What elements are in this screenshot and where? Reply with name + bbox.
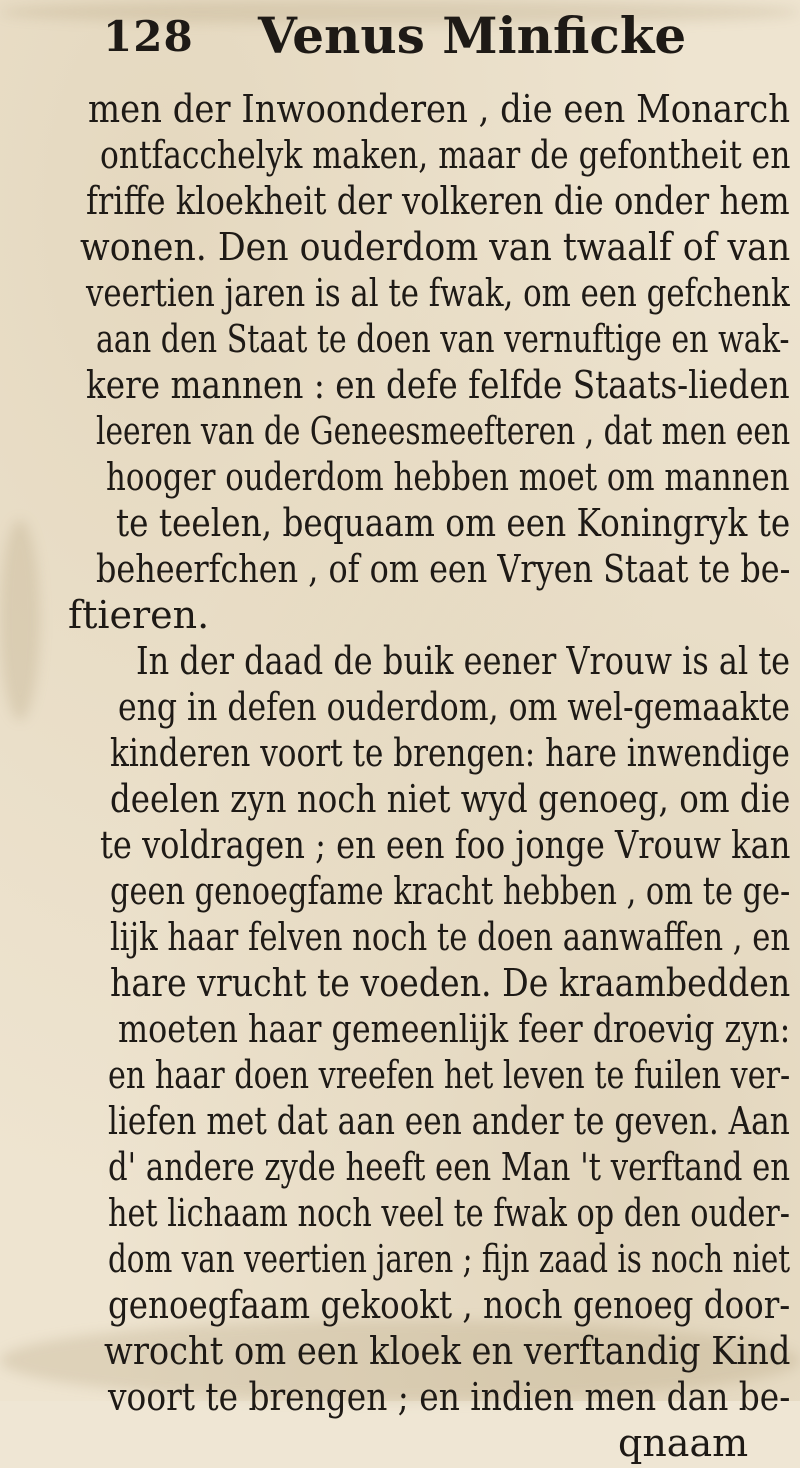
text-line: wrocht om een kloek en verftandig Kind xyxy=(104,1329,791,1373)
text-line: men der Inwoonderen , die een Monarch xyxy=(88,87,791,131)
text-line: voort te brengen ; en indien men dan be- xyxy=(108,1375,791,1419)
text-line: ftieren. xyxy=(68,593,210,637)
text-line: hooger ouderdom hebben moet om mannen xyxy=(106,455,790,499)
page-number: 128 xyxy=(103,12,194,61)
text-line: veertien jaren is al te fwak, om een gefchenk xyxy=(86,271,790,315)
text-line: het lichaam noch veel te fwak op den ouder- xyxy=(108,1191,790,1235)
text-line: dom van veertien jaren ; fijn zaad is noch niet xyxy=(108,1237,791,1281)
text-line: deelen zyn noch niet wyd genoeg, om die xyxy=(110,777,791,821)
text-line: kere mannen : en defe felfde Staats-lieden xyxy=(86,363,790,407)
text-line: genoegfaam gekookt , noch genoeg door- xyxy=(108,1283,791,1327)
text-line: te voldragen ; en een foo jonge Vrouw kan xyxy=(100,823,791,867)
text-line: eng in defen ouderdom, om wel-gemaakte xyxy=(118,685,791,729)
text-line: kinderen voort te brengen: hare inwendige xyxy=(110,731,790,775)
text-line: aan den Staat te doen van vernuftige en wak- xyxy=(96,317,790,361)
text-line: beheerfchen , of om een Vryen Staat te be- xyxy=(96,547,791,591)
text-line: te teelen, bequaam om een Koningryk te xyxy=(116,501,791,545)
text-line: wonen. Den ouderdom van twaalf of van xyxy=(80,225,791,269)
text-line: liefen met dat aan een ander te geven. Aan xyxy=(108,1099,790,1143)
text-line: geen genoegfame kracht hebben , om te ge- xyxy=(110,869,791,913)
page-header xyxy=(0,2,800,82)
text-line: ontfacchelyk maken, maar de gefontheit en xyxy=(100,133,791,177)
text-line: In der daad de buik eener Vrouw is al te xyxy=(136,639,791,683)
running-title: Venus Minficke xyxy=(258,6,687,65)
text-line: friffe kloekheit der volkeren die onder hem xyxy=(86,179,790,223)
text-line: lijk haar felven noch te doen aanwaffen , en xyxy=(110,915,791,959)
text-line: en haar doen vreefen het leven te fuilen ver- xyxy=(108,1053,791,1097)
text-line: hare vrucht te voeden. De kraambedden xyxy=(110,961,791,1005)
catchword: qnaam xyxy=(618,1421,749,1465)
text-line: leeren van de Geneesmeefteren , dat men een xyxy=(96,409,791,453)
text-line: d' andere zyde heeft een Man 't verftand en xyxy=(108,1145,791,1189)
page-margin-stain xyxy=(0,520,40,720)
text-line: moeten haar gemeenlijk feer droevig zyn: xyxy=(118,1007,791,1051)
